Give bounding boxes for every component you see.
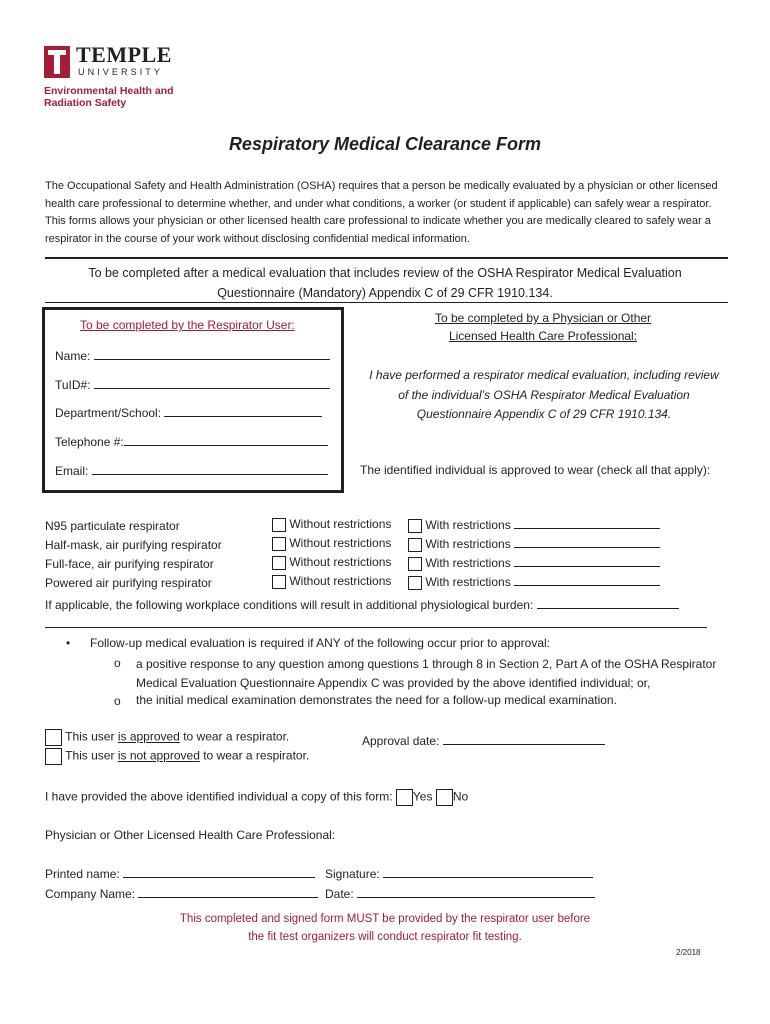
signature-field xyxy=(325,866,593,881)
yes-checkbox[interactable] xyxy=(396,789,413,806)
respirator-options xyxy=(408,536,660,552)
with-restrictions-label: With restrictions xyxy=(425,518,511,532)
company-name-input[interactable] xyxy=(138,886,318,898)
logo-subtitle: UNIVERSITY xyxy=(78,67,164,77)
respirator-name: Powered air purifying respirator xyxy=(45,576,212,590)
without-restrictions-checkbox[interactable] xyxy=(272,537,286,551)
approved-to-wear-text: The identified individual is approved to wear (check all that apply): xyxy=(360,463,711,477)
department-field[interactable] xyxy=(55,405,322,420)
respirator-options xyxy=(408,574,660,590)
name-input[interactable] xyxy=(94,348,330,360)
without-restrictions-checkbox[interactable] xyxy=(272,518,286,532)
email-field[interactable] xyxy=(55,463,328,478)
no-checkbox[interactable] xyxy=(436,789,453,806)
physician-statement xyxy=(352,366,736,425)
name-label: Name: xyxy=(55,349,91,363)
signature-label: Signature: xyxy=(325,867,380,881)
statement-line-3: Questionnaire Appendix C of 29 CFR 1910.134. xyxy=(416,407,672,421)
signature-input[interactable] xyxy=(383,866,593,878)
approved-checkbox[interactable] xyxy=(45,729,62,746)
with-restrictions-checkbox[interactable] xyxy=(408,519,422,533)
yes-label: Yes xyxy=(412,789,433,804)
intro-paragraph: The Occupational Safety and Health Administration (OSHA) requires that a person be medically evaluated by a physician or other licensed health care professional to determine whether, and under what conditions, a worker (or student if applicable) can safely wear a respirator. This forms allows your physician or other licensed health care professional to indicate whether you are medically cleared to safely wear a respirator in the course of your work without disclosing confidential medical information. xyxy=(45,180,718,245)
not-approved-text-post: to wear a respirator. xyxy=(199,748,310,763)
page-title: Respiratory Medical Clearance Form xyxy=(228,134,542,154)
respirator-name: N95 particulate respirator xyxy=(45,519,180,533)
respirator-options xyxy=(408,517,660,533)
respirator-row xyxy=(45,538,222,552)
without-restrictions-checkbox[interactable] xyxy=(272,575,286,589)
telephone-label: Telephone #: xyxy=(55,435,124,449)
approval-date-label: Approval date: xyxy=(362,734,440,748)
department-line-2: Radiation Safety xyxy=(44,97,127,109)
department-line-1: Environmental Health and xyxy=(44,85,174,97)
no-label: No xyxy=(452,789,469,804)
with-restrictions-label: With restrictions xyxy=(425,537,511,551)
with-restrictions-label: With restrictions xyxy=(425,556,511,570)
department-input[interactable] xyxy=(164,405,322,417)
respirator-name: Full-face, air purifying respirator xyxy=(45,557,214,571)
restrictions-input[interactable] xyxy=(514,517,660,529)
footer-note xyxy=(0,910,770,946)
followup-sub-2: the initial medical examination demonstrates the need for a follow-up medical examination. xyxy=(136,693,617,707)
with-restrictions-checkbox[interactable] xyxy=(408,576,422,590)
circle-bullet-icon: o xyxy=(114,656,121,670)
physician-heading-line-2: Licensed Health Care Professional: xyxy=(448,329,638,343)
respirator-row xyxy=(45,557,214,571)
approved-option xyxy=(45,729,289,746)
telephone-field[interactable] xyxy=(55,434,328,449)
physician-heading-line-1: To be completed by a Physician or Other xyxy=(434,311,652,325)
tuid-field[interactable] xyxy=(55,377,330,392)
with-restrictions-checkbox[interactable] xyxy=(408,538,422,552)
printed-name-input[interactable] xyxy=(123,866,315,878)
bullet-icon: • xyxy=(66,636,71,650)
respirator-options xyxy=(272,574,391,589)
followup-bullet: Follow-up medical evaluation is required if ANY of the following occur prior to approval: xyxy=(90,636,551,650)
respirator-name: Half-mask, air purifying respirator xyxy=(45,538,222,552)
completion-note-line-2: Questionnaire (Mandatory) Appendix C of 29 CFR 1910.134. xyxy=(217,285,553,300)
section-divider xyxy=(45,302,728,303)
company-name-label: Company Name: xyxy=(45,887,136,901)
without-restrictions-label: Without restrictions xyxy=(289,536,392,550)
not-approved-text-underlined: is not approved xyxy=(117,748,200,763)
followup-sub-1 xyxy=(136,655,716,693)
restrictions-input[interactable] xyxy=(514,555,660,567)
without-restrictions-label: Without restrictions xyxy=(289,574,392,588)
not-approved-text-pre: This user xyxy=(65,748,118,763)
workplace-conditions-input[interactable] xyxy=(537,597,679,609)
user-section-heading: To be completed by the Respirator User: xyxy=(80,318,295,332)
tuid-label: TuID#: xyxy=(55,378,91,392)
department-label: Department/School: xyxy=(55,406,162,420)
name-field[interactable] xyxy=(55,348,330,363)
with-restrictions-checkbox[interactable] xyxy=(408,557,422,571)
tuid-input[interactable] xyxy=(94,377,330,389)
company-name-field xyxy=(45,886,318,901)
restrictions-input[interactable] xyxy=(514,574,660,586)
respirator-options xyxy=(272,555,391,570)
physician-section-heading xyxy=(360,309,726,345)
logo-name: TEMPLE xyxy=(76,42,172,67)
conditions-line[interactable] xyxy=(45,627,707,628)
version-label: 2/2018 xyxy=(676,948,701,957)
statement-line-2: of the individual’s OSHA Respirator Medical Evaluation xyxy=(398,387,690,402)
approved-text-underlined: is approved xyxy=(117,729,180,744)
approved-text-pre: This user xyxy=(65,729,118,744)
temple-logo-icon xyxy=(44,46,70,78)
workplace-conditions xyxy=(45,597,679,612)
followup-sub-1-line-1: a positive response to any question among questions 1 through 8 in Section 2, Part A of the OSHA Respirator xyxy=(136,657,717,671)
email-label: Email: xyxy=(55,464,89,478)
printed-name-label: Printed name: xyxy=(45,867,120,881)
respirator-options xyxy=(272,517,391,532)
workplace-conditions-label: If applicable, the following workplace conditions will result in additional physiological burden: xyxy=(45,598,534,612)
followup-sub-1-line-2: Medical Evaluation Questionnaire Appendix C was provided by the above identified individual; or, xyxy=(136,676,651,690)
respirator-row xyxy=(45,519,180,533)
completion-note xyxy=(60,264,710,303)
statement-line-1: I have performed a respirator medical evaluation, including review xyxy=(369,368,719,382)
date-field xyxy=(325,886,595,901)
printed-name-field xyxy=(45,866,315,881)
without-restrictions-label: Without restrictions xyxy=(289,517,392,531)
approval-date-field xyxy=(362,733,605,748)
footer-note-line-2: the fit test organizers will conduct respirator fit testing. xyxy=(248,931,522,943)
copy-provided-row xyxy=(45,789,468,806)
restrictions-input[interactable] xyxy=(514,536,660,548)
completion-note-line-1: To be completed after a medical evaluation that includes review of the OSHA Respirator Medical Evaluation xyxy=(88,266,682,280)
physician-label: Physician or Other Licensed Health Care Professional: xyxy=(45,828,336,842)
email-input[interactable] xyxy=(92,463,328,475)
respirator-row xyxy=(45,576,212,590)
respirator-options xyxy=(408,555,660,571)
approval-date-input[interactable] xyxy=(443,733,605,745)
not-approved-checkbox[interactable] xyxy=(45,748,62,765)
copy-provided-label: I have provided the above identified individual a copy of this form: xyxy=(45,789,393,804)
not-approved-option xyxy=(45,748,309,765)
date-label: Date: xyxy=(325,887,354,901)
section-divider xyxy=(45,257,728,259)
telephone-input[interactable] xyxy=(124,434,328,446)
date-input[interactable] xyxy=(357,886,595,898)
with-restrictions-label: With restrictions xyxy=(425,575,511,589)
respirator-options xyxy=(272,536,391,551)
footer-note-line-1: This completed and signed form MUST be provided by the respirator user before xyxy=(179,913,591,925)
without-restrictions-label: Without restrictions xyxy=(289,555,392,569)
approved-text-post: to wear a respirator. xyxy=(179,729,290,744)
without-restrictions-checkbox[interactable] xyxy=(272,556,286,570)
circle-bullet-icon: o xyxy=(114,694,121,708)
